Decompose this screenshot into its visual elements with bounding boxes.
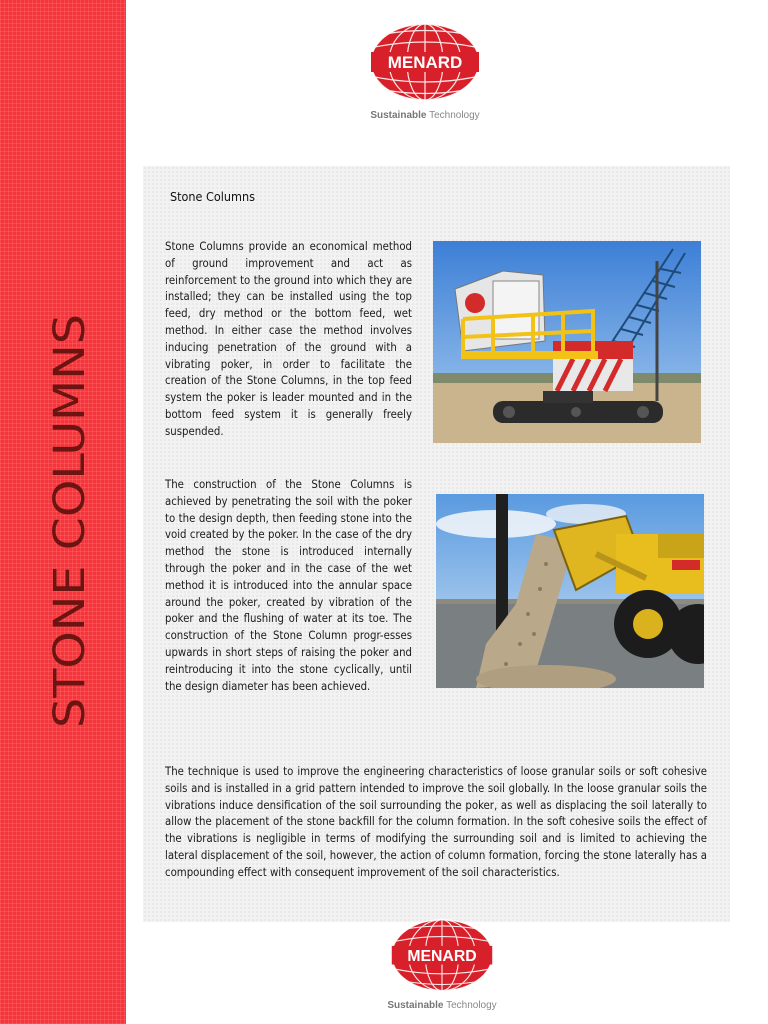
sidebar-title-text: STONE COLUMNS (45, 391, 95, 728)
globe-icon (372, 918, 512, 998)
tagline: Sustainable Technology (387, 1000, 497, 1011)
globe-icon (355, 22, 495, 108)
paragraph-2: The construction of the Stone Columns is achieved by penetrating the soil with the poker to the design depth, then feeding stone into the void created by the poker. In the case of the dry method the stone is introduced internally through the poker and in the case of the wet method it is introduced into the annular space around the poker, created by vibration of the poker and the flushing of water at its toe. The construction of the Stone Column progr-esses upwards in short steps of raising the poker and reintroducing it into the stone cyclically, until the design diameter has been achieved. (165, 478, 412, 693)
loader-stone-photo (436, 494, 704, 688)
svg-text:MENARD: MENARD (407, 947, 477, 965)
tagline: Sustainable Technology (370, 110, 480, 121)
svg-text:MENARD: MENARD (387, 53, 463, 72)
paragraph-3: The technique is used to improve the engineering characteristics of loose granular soils or soft cohesive soils and is installed in a grid pattern intended to improve the soil globally. In the loose granular soils the vibrations induce densification of the soil surrounding the poker, as well as displacing the soil laterally to allow the placement of the stone backfill for the column formation. In the soft cohesive soils the effect of the vibrations is negligible in terms of modifying the surrounding soil and is limited to achieving the lateral displacement of the soil, however, the action of column formation, forcing the stone laterally has a compounding effect with consequent improvement of the soil characteristics. (165, 765, 707, 879)
paragraph-1: Stone Columns provide an economical method of ground improvement and act as reinforcement to the ground into which they are installed; they can be installed using the top feed, dry method or the bottom feed, wet method. In either case the method involves inducing penetration of the ground with a vibrating poker, in order to facilitate the creation of the Stone Columns, in the top feed system the poker is leader mounted and in the bottom feed system it is generally freely suspended. (165, 240, 412, 438)
menard-logo-bottom (372, 918, 512, 1018)
section-heading: Stone Columns (170, 189, 255, 204)
sidebar (0, 0, 126, 1024)
menard-logo-top (355, 22, 495, 128)
crane-rig-photo (433, 241, 701, 443)
sidebar-title (18, 312, 98, 732)
